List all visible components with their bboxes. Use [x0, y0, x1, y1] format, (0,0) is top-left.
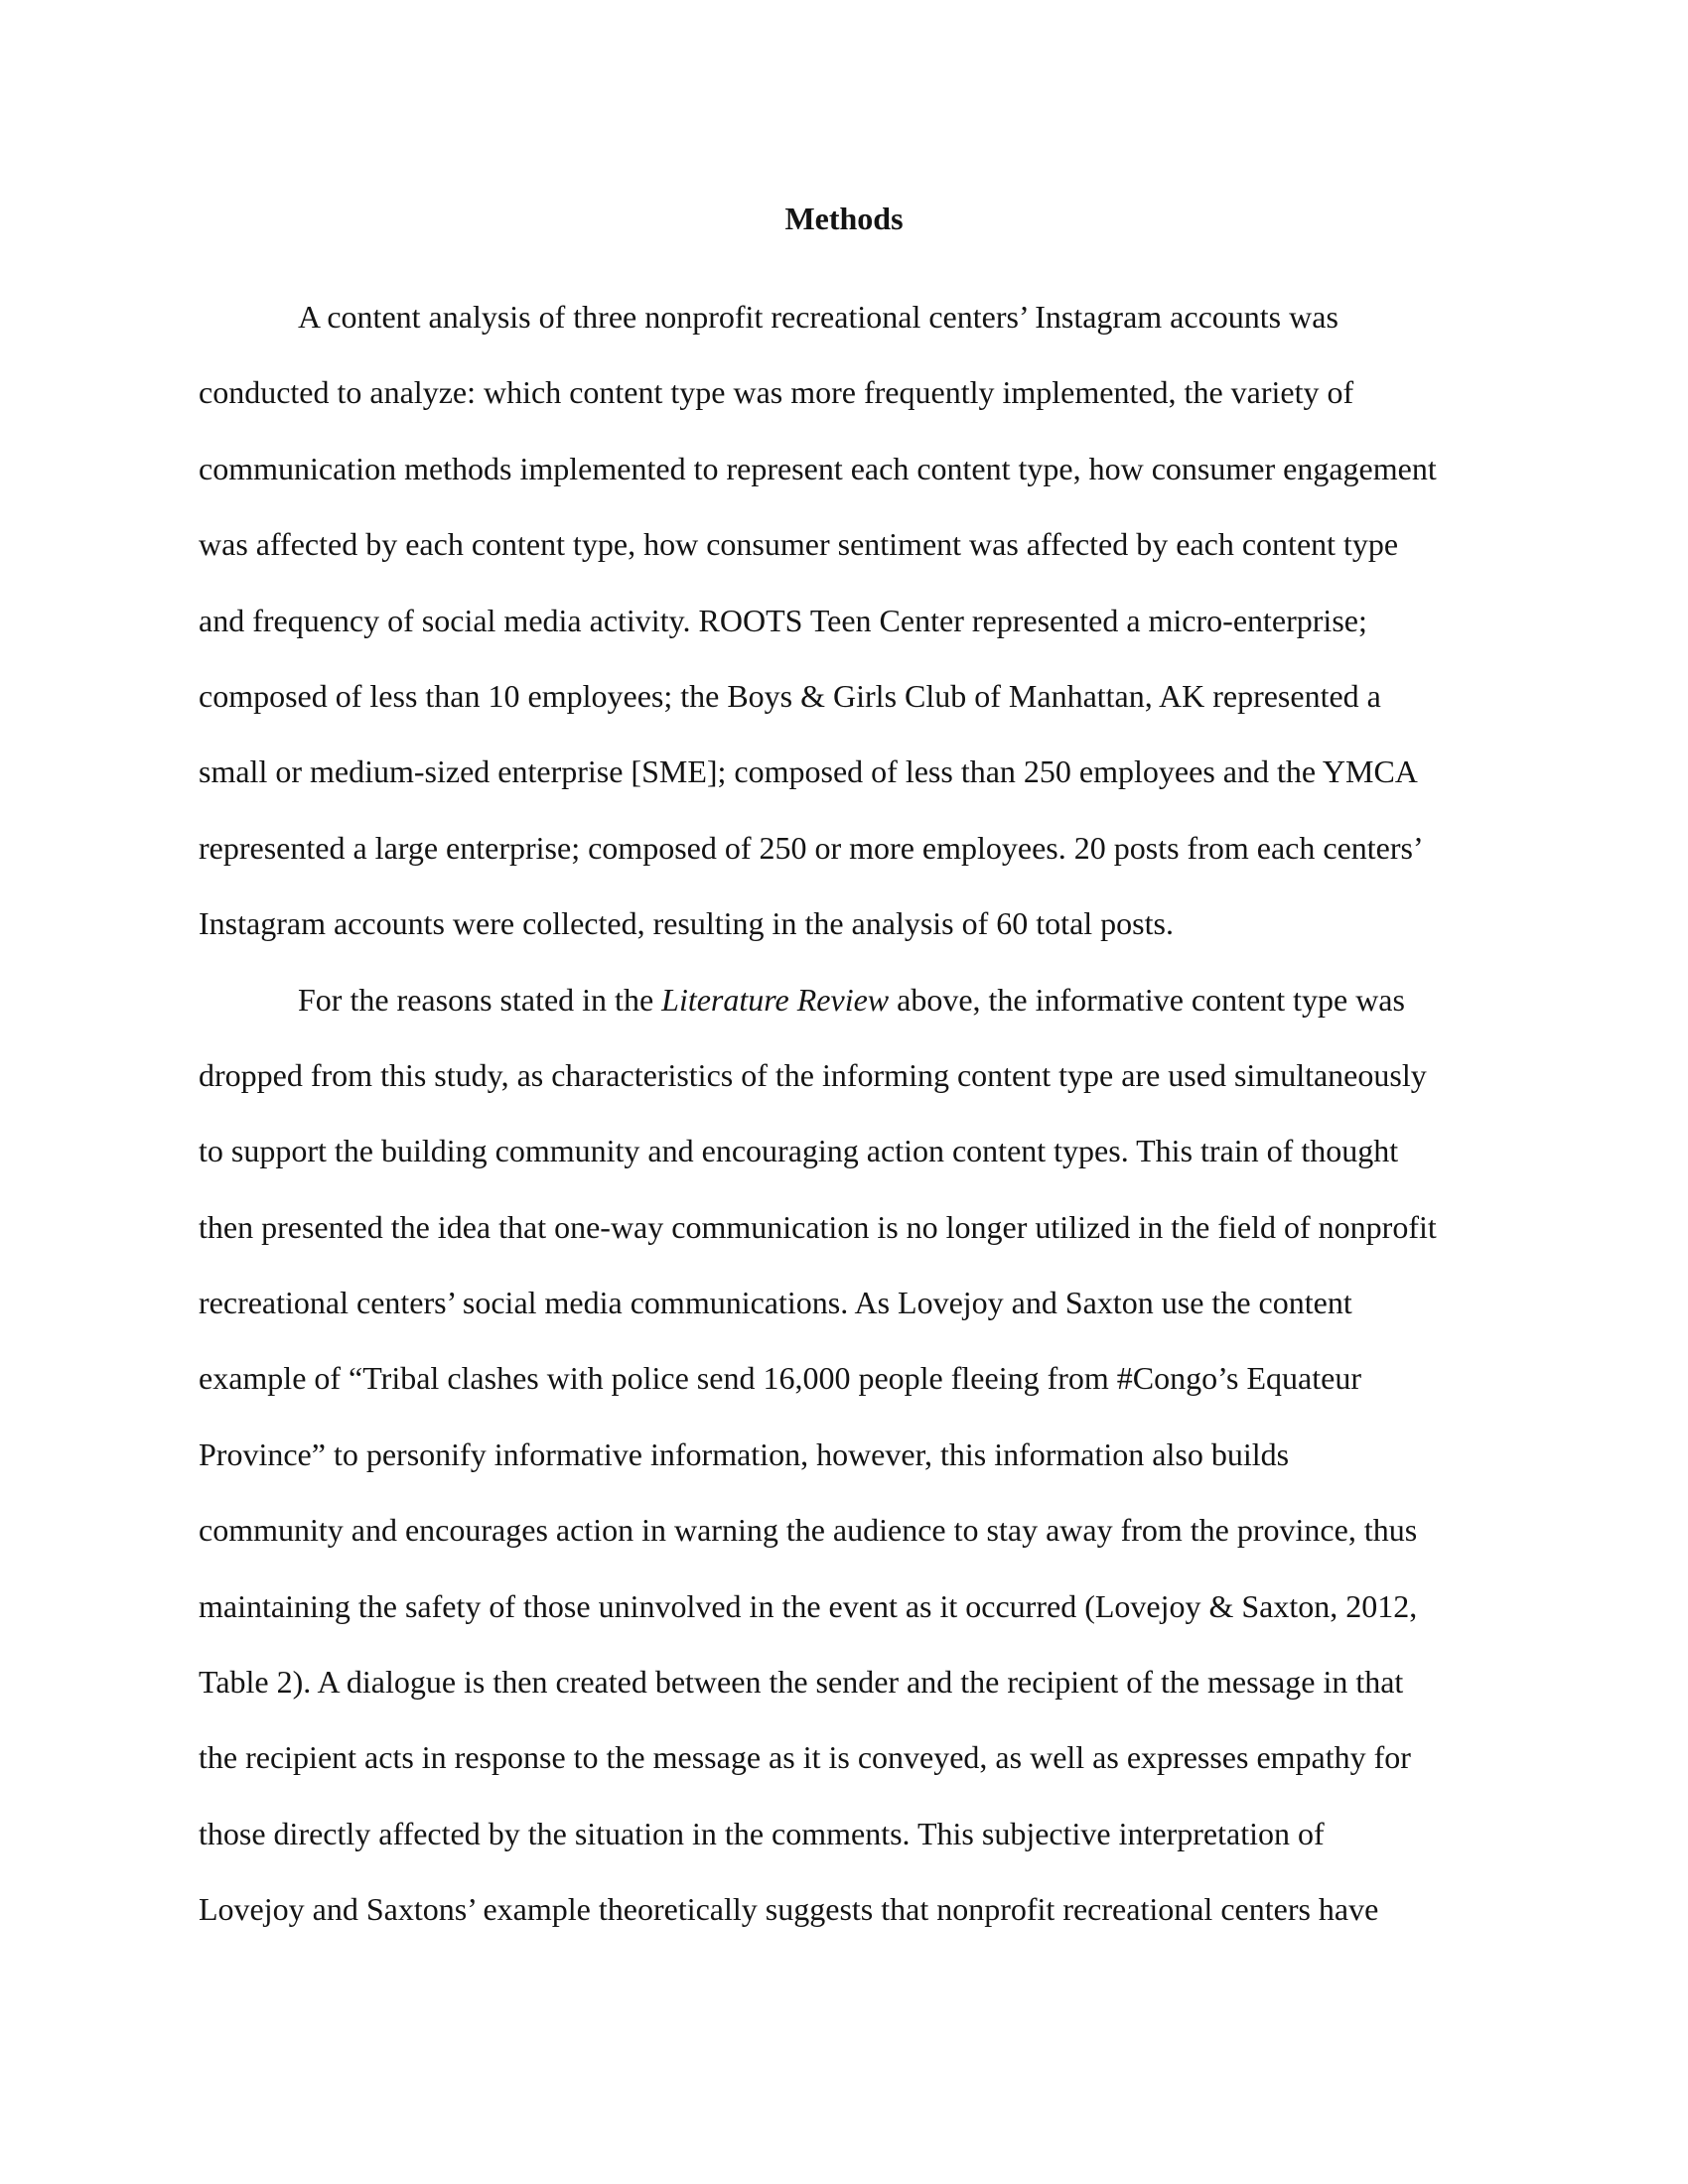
paragraph-1-line: small or medium-sized enterprise [SME]; composed of less than 250 employees and the YMCA — [199, 753, 1418, 790]
paragraph-2-line: example of “Tribal clashes with police send 16,000 people fleeing from #Congo’s Equateur — [199, 1360, 1361, 1397]
paragraph-2-line: recreational centers’ social media communications. As Lovejoy and Saxton use the content — [199, 1285, 1352, 1321]
paragraph-2-line: Lovejoy and Saxtons’ example theoretically suggests that nonprofit recreational centers have — [199, 1891, 1379, 1928]
paragraph-2-line: dropped from this study, as characteristics of the informing content type are used simultaneously — [199, 1056, 1427, 1093]
literature-review-reference: Literature Review — [661, 981, 890, 1018]
paragraph-2-line: the recipient acts in response to the message as it is conveyed, as well as expresses empathy for — [199, 1739, 1411, 1776]
paragraph-2-line: Province” to personify informative information, however, this information also builds — [199, 1435, 1290, 1472]
paragraph-2-line: then presented the idea that one-way communication is no longer utilized in the field of nonprofit — [199, 1208, 1437, 1245]
paragraph-1-line: A content analysis of three nonprofit recreational centers’ Instagram accounts was — [298, 299, 1338, 335]
paragraph-2-line: Table 2). A dialogue is then created between the sender and the recipient of the message in that — [199, 1664, 1404, 1701]
paragraph-2-line: community and encourages action in warning the audience to stay away from the province, thus — [199, 1512, 1418, 1549]
paragraph-1-line: was affected by each content type, how consumer sentiment was affected by each content type — [199, 526, 1399, 563]
section-heading: Methods — [784, 201, 904, 236]
body-text — [199, 279, 1489, 1948]
paragraph-1-line: represented a large enterprise; composed of 250 or more employees. 20 posts from each centers’ — [199, 829, 1424, 866]
paragraph-2-text-after: above, the informative content type was — [889, 981, 1405, 1018]
paragraph-1-line: composed of less than 10 employees; the Boys & Girls Club of Manhattan, AK represented a — [199, 677, 1381, 714]
paragraph-2-line: maintaining the safety of those uninvolved in the event as it occurred (Lovejoy & Saxton, 2012, — [199, 1587, 1418, 1624]
paragraph-1-line: and frequency of social media activity. ROOTS Teen Center represented a micro-enterprise; — [199, 602, 1367, 638]
paragraph-1-line: communication methods implemented to represent each content type, how consumer engagement — [199, 450, 1437, 486]
paragraph-2-line: those directly affected by the situation in the comments. This subjective interpretation of — [199, 1815, 1325, 1851]
paragraph-2-line: to support the building community and encouraging action content types. This train of thought — [199, 1133, 1399, 1169]
paragraph-2-first-line — [199, 962, 1489, 1037]
paragraph-2-text-before: For the reasons stated in the — [298, 981, 662, 1018]
paragraph-1-line: conducted to analyze: which content type was more frequently implemented, the variety of — [199, 374, 1354, 411]
paragraph-1-line: Instagram accounts were collected, resulting in the analysis of 60 total posts. — [199, 905, 1174, 942]
